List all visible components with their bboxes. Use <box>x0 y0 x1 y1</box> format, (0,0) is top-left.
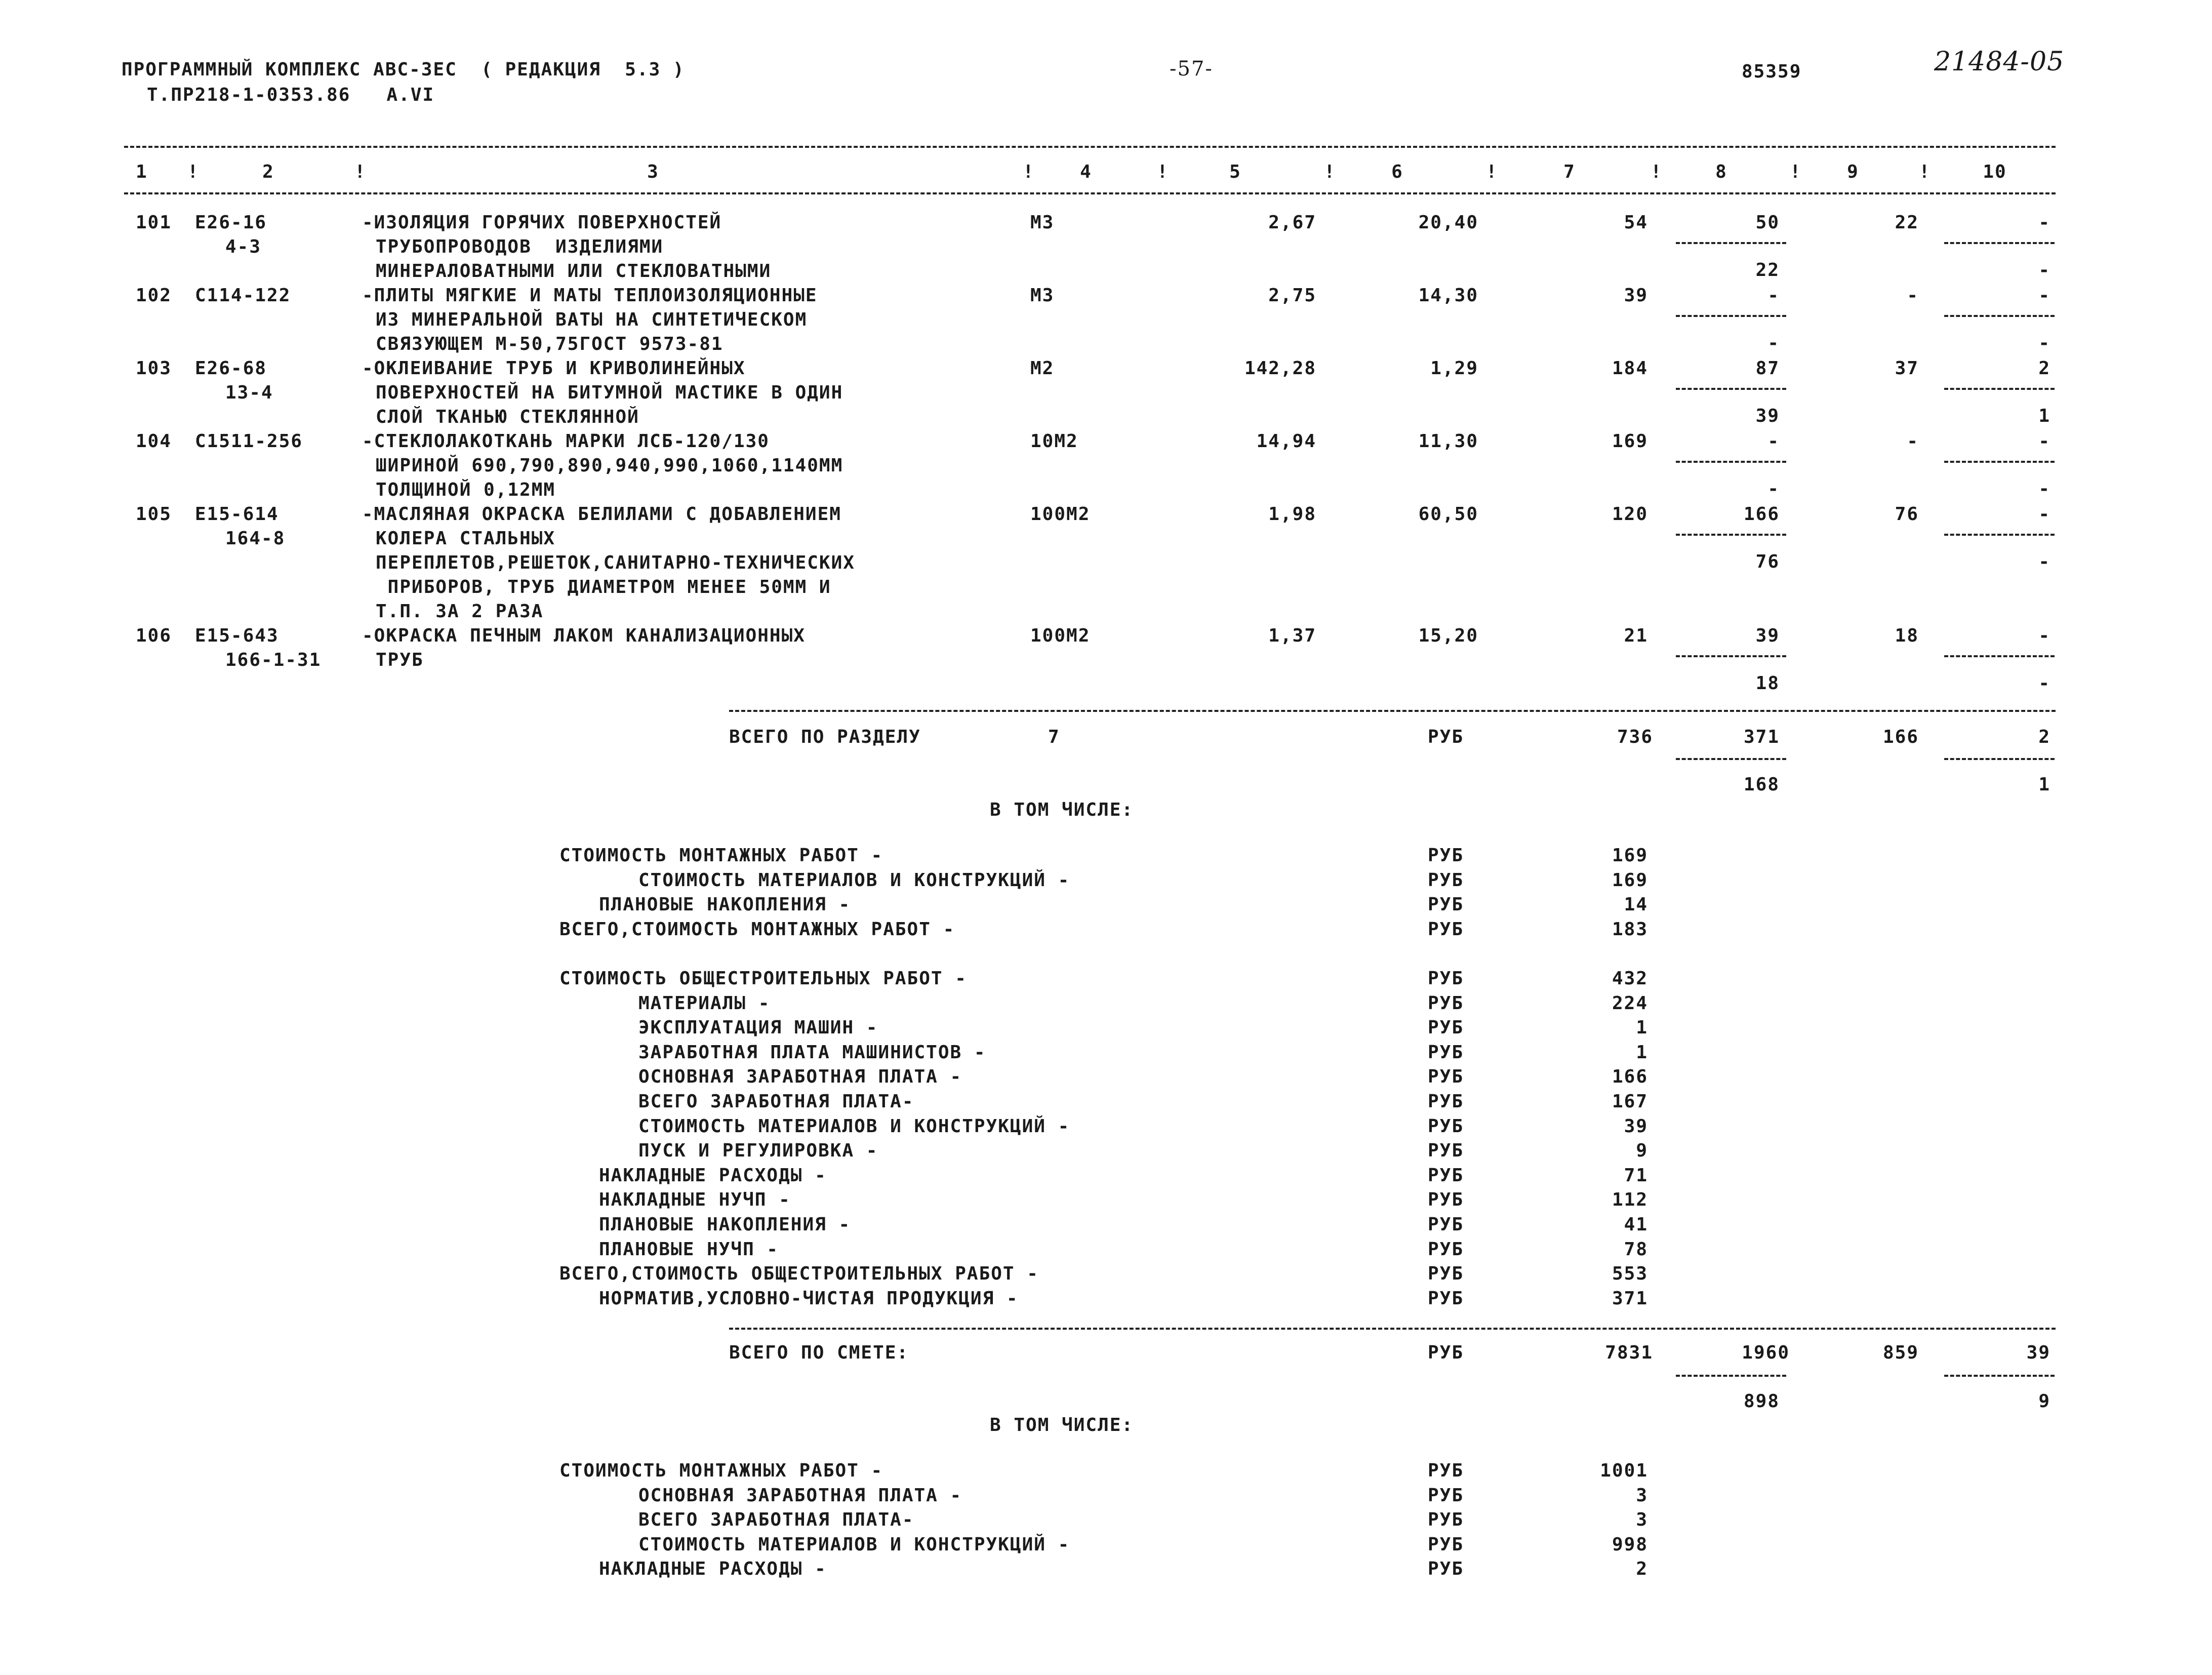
row-col8: 87 <box>1755 358 1780 379</box>
cell-split <box>1676 655 1786 657</box>
row-col9: 18 <box>1895 625 1919 646</box>
row-number: 106 <box>136 625 172 646</box>
cell-split <box>1676 1375 1786 1377</box>
row-col8-sub: - <box>1767 478 1780 499</box>
breakdown-unit: РУБ <box>1428 1115 1464 1137</box>
row-code: Е15-643 <box>195 625 279 646</box>
row-col8: 50 <box>1755 212 1780 233</box>
row-col9: 37 <box>1895 358 1919 379</box>
breakdown-unit: РУБ <box>1428 1263 1464 1285</box>
breakdown-value: 1 <box>1636 1042 1648 1063</box>
breakdown-label: МАТЕРИАЛЫ - <box>638 992 771 1014</box>
row-col8-sub: 22 <box>1755 260 1780 281</box>
column-separator: ! <box>1023 162 1035 182</box>
breakdown-label: ВСЕГО,СТОИМОСТЬ ОБЩЕСТРОИТЕЛЬНЫХ РАБОТ - <box>559 1263 1039 1285</box>
column-separator: ! <box>1919 162 1931 182</box>
row-description: -ОКЛЕИВАНИЕ ТРУБ И КРИВОЛИНЕЙНЫХ <box>362 358 746 379</box>
breakdown-label: ВСЕГО ЗАРАБОТНАЯ ПЛАТА- <box>638 1509 914 1531</box>
breakdown-value: 224 <box>1612 992 1648 1014</box>
breakdown-value: 71 <box>1624 1165 1648 1186</box>
including-heading-2: В ТОМ ЧИСЛЕ: <box>990 1415 1134 1435</box>
breakdown-value: 112 <box>1612 1189 1648 1211</box>
row-unit-price: 1,29 <box>1430 358 1478 379</box>
breakdown-label: ПУСК И РЕГУЛИРОВКА - <box>638 1140 878 1162</box>
row-description: ПЕРЕПЛЕТОВ,РЕШЕТОК,САНИТАРНО-ТЕХНИЧЕСКИХ <box>376 552 855 573</box>
row-quantity: 2,67 <box>1268 212 1316 233</box>
breakdown-unit: РУБ <box>1428 1017 1464 1039</box>
row-unit: М2 <box>1030 358 1055 379</box>
breakdown-unit: РУБ <box>1428 1509 1464 1531</box>
row-unit-price: 11,30 <box>1418 431 1478 452</box>
row-col10: - <box>2038 504 2050 525</box>
section-total-col8-sub: 168 <box>1743 774 1780 795</box>
row-col10: - <box>2038 625 2050 646</box>
row-total: 120 <box>1612 504 1648 525</box>
row-code: Е15-614 <box>195 504 279 525</box>
row-col10-sub: - <box>2038 260 2050 281</box>
breakdown-unit: РУБ <box>1428 1091 1464 1112</box>
row-code: Е26-68 <box>195 358 267 379</box>
row-unit: 10М2 <box>1030 431 1078 452</box>
row-col9: - <box>1907 431 1919 452</box>
cell-split <box>1944 534 2055 536</box>
row-col10: 2 <box>2038 358 2050 379</box>
handwritten-number: 21484-05 <box>1934 47 2065 77</box>
section-number: 7 <box>1048 727 1060 747</box>
row-unit: 100М2 <box>1030 625 1091 646</box>
breakdown-unit: РУБ <box>1428 1534 1464 1555</box>
breakdown-value: 2 <box>1636 1559 1648 1580</box>
cell-split <box>1676 388 1786 390</box>
breakdown-label: СТОИМОСТЬ МАТЕРИАЛОВ И КОНСТРУКЦИЙ - <box>638 1534 1070 1555</box>
row-description: -ОКРАСКА ПЕЧНЫМ ЛАКОМ КАНАЛИЗАЦИОННЫХ <box>362 625 806 646</box>
estimate-total-col10: 39 <box>2026 1342 2050 1363</box>
row-col10-sub: - <box>2038 478 2050 499</box>
estimate-total-col10-sub: 9 <box>2038 1391 2050 1412</box>
breakdown-label: НАКЛАДНЫЕ РАСХОДЫ - <box>599 1165 827 1186</box>
estimate-total-label: ВСЕГО ПО СМЕТЕ: <box>729 1342 909 1363</box>
breakdown-label: СТОИМОСТЬ МАТЕРИАЛОВ И КОНСТРУКЦИЙ - <box>638 1115 1070 1137</box>
estimate-total-col7: 7831 <box>1605 1342 1653 1363</box>
column-separator: ! <box>1790 162 1802 182</box>
project-code: Т.ПР218-1-0353.86 А.VI <box>147 85 435 105</box>
column-number: 3 <box>647 162 659 182</box>
cell-split <box>1676 758 1786 760</box>
breakdown-value: 432 <box>1612 968 1648 989</box>
row-number: 104 <box>136 431 172 452</box>
column-separator: ! <box>1157 162 1169 182</box>
breakdown-label: СТОИМОСТЬ ОБЩЕСТРОИТЕЛЬНЫХ РАБОТ - <box>559 968 967 989</box>
row-description: -ПЛИТЫ МЯГКИЕ И МАТЫ ТЕПЛОИЗОЛЯЦИОННЫЕ <box>362 285 818 306</box>
section-total-col10-sub: 1 <box>2038 774 2050 795</box>
breakdown-unit: РУБ <box>1428 1460 1464 1481</box>
row-description: ТОЛЩИНОЙ 0,12ММ <box>376 480 556 500</box>
estimate-rule <box>729 1328 2056 1330</box>
breakdown-unit: РУБ <box>1428 1189 1464 1211</box>
row-col10: - <box>2038 212 2050 233</box>
row-total: 54 <box>1624 212 1648 233</box>
row-number: 102 <box>136 285 172 306</box>
row-col8: 39 <box>1755 625 1780 646</box>
breakdown-value: 1001 <box>1600 1460 1648 1481</box>
row-number: 103 <box>136 358 172 379</box>
breakdown-value: 169 <box>1612 869 1648 891</box>
row-quantity: 1,98 <box>1268 504 1316 525</box>
row-unit: 100М2 <box>1030 504 1091 525</box>
row-description: ТРУБ <box>376 650 424 670</box>
cell-split <box>1676 242 1786 244</box>
cell-split <box>1944 461 2055 463</box>
row-number: 101 <box>136 212 172 233</box>
estimate-total-col8-sub: 898 <box>1743 1391 1780 1412</box>
breakdown-value: 3 <box>1636 1485 1648 1506</box>
row-col10: - <box>2038 431 2050 452</box>
breakdown-value: 14 <box>1624 894 1648 915</box>
row-description: МИНЕРАЛОВАТНЫМИ ИЛИ СТЕКЛОВАТНЫМИ <box>376 261 772 282</box>
breakdown-unit: РУБ <box>1428 1485 1464 1506</box>
breakdown-label: СТОИМОСТЬ МАТЕРИАЛОВ И КОНСТРУКЦИЙ - <box>638 869 1070 891</box>
page-number: -57- <box>1170 57 1213 81</box>
estimate-total-col8: 1960 <box>1742 1342 1790 1363</box>
breakdown-label: ОСНОВНАЯ ЗАРАБОТНАЯ ПЛАТА - <box>638 1066 962 1088</box>
cell-split <box>1944 242 2055 244</box>
breakdown-value: 78 <box>1624 1239 1648 1260</box>
breakdown-unit: РУБ <box>1428 1214 1464 1235</box>
row-col10-sub: - <box>2038 333 2050 353</box>
breakdown-value: 371 <box>1612 1288 1648 1309</box>
row-description: ПОВЕРХНОСТЕЙ НА БИТУМНОЙ МАСТИКЕ В ОДИН <box>376 382 843 403</box>
column-separator: ! <box>1651 162 1663 182</box>
row-unit-price: 14,30 <box>1418 285 1478 306</box>
row-total: 39 <box>1624 285 1648 306</box>
breakdown-unit: РУБ <box>1428 1140 1464 1162</box>
section-total-col10: 2 <box>2038 727 2050 747</box>
breakdown-unit: РУБ <box>1428 1165 1464 1186</box>
breakdown-value: 553 <box>1612 1263 1648 1285</box>
row-description: -СТЕКЛОЛАКОТКАНЬ МАРКИ ЛСБ-120/130 <box>362 431 770 452</box>
row-col10-sub: - <box>2038 551 2050 572</box>
cell-split <box>1676 461 1786 463</box>
row-col8: - <box>1767 431 1780 452</box>
row-description: СЛОЙ ТКАНЬЮ СТЕКЛЯННОЙ <box>376 407 639 427</box>
row-description: ПРИБОРОВ, ТРУБ ДИАМЕТРОМ МЕНЕЕ 50ММ И <box>376 577 831 597</box>
breakdown-unit: РУБ <box>1428 894 1464 915</box>
column-number: 5 <box>1229 162 1241 182</box>
row-col9: 22 <box>1895 212 1919 233</box>
row-total: 184 <box>1612 358 1648 379</box>
section-total-col7: 736 <box>1617 727 1653 747</box>
estimate-total-col9: 859 <box>1882 1342 1919 1363</box>
row-col9: - <box>1907 285 1919 306</box>
section-total-col8: 371 <box>1743 727 1780 747</box>
breakdown-label: ВСЕГО ЗАРАБОТНАЯ ПЛАТА- <box>638 1091 914 1112</box>
breakdown-label: ОСНОВНАЯ ЗАРАБОТНАЯ ПЛАТА - <box>638 1485 962 1506</box>
row-description: ИЗ МИНЕРАЛЬНОЙ ВАТЫ НА СИНТЕТИЧЕСКОМ <box>376 309 808 330</box>
including-heading: В ТОМ ЧИСЛЕ: <box>990 800 1134 820</box>
row-col8-sub: 18 <box>1755 673 1780 694</box>
row-unit-price: 60,50 <box>1418 504 1478 525</box>
row-unit: М3 <box>1030 212 1055 233</box>
column-separator: ! <box>1486 162 1498 182</box>
breakdown-label: НОРМАТИВ,УСЛОВНО-ЧИСТАЯ ПРОДУКЦИЯ - <box>599 1288 1019 1309</box>
breakdown-unit: РУБ <box>1428 919 1464 940</box>
column-separator: ! <box>354 162 367 182</box>
breakdown-unit: РУБ <box>1428 1559 1464 1580</box>
section-total-label: ВСЕГО ПО РАЗДЕЛУ <box>729 727 921 747</box>
breakdown-label: СТОИМОСТЬ МОНТАЖНЫХ РАБОТ - <box>559 1460 883 1481</box>
row-number: 105 <box>136 504 172 525</box>
section-total-col9: 166 <box>1882 727 1919 747</box>
breakdown-value: 41 <box>1624 1214 1648 1235</box>
breakdown-unit: РУБ <box>1428 845 1464 866</box>
row-code: Е26-16 <box>195 212 267 233</box>
breakdown-unit: РУБ <box>1428 1066 1464 1088</box>
row-description: Т.П. ЗА 2 РАЗА <box>376 601 544 622</box>
row-quantity: 142,28 <box>1244 358 1316 379</box>
breakdown-value: 169 <box>1612 845 1648 866</box>
breakdown-unit: РУБ <box>1428 992 1464 1014</box>
row-col10: - <box>2038 285 2050 306</box>
row-code: 13-4 <box>225 382 273 403</box>
row-quantity: 2,75 <box>1268 285 1316 306</box>
column-number: 7 <box>1563 162 1576 182</box>
row-description: -МАСЛЯНАЯ ОКРАСКА БЕЛИЛАМИ С ДОБАВЛЕНИЕМ <box>362 504 841 525</box>
column-number: 1 <box>136 162 148 182</box>
document-number: 85359 <box>1742 61 1802 82</box>
cell-split <box>1944 315 2055 317</box>
breakdown-label: НАКЛАДНЫЕ НУЧП - <box>599 1189 791 1211</box>
breakdown-value: 3 <box>1636 1509 1648 1531</box>
breakdown-value: 39 <box>1624 1115 1648 1137</box>
row-unit: М3 <box>1030 285 1055 306</box>
column-separator: ! <box>1324 162 1336 182</box>
column-number: 9 <box>1847 162 1859 182</box>
row-col8: - <box>1767 285 1780 306</box>
breakdown-label: ПЛАНОВЫЕ НУЧП - <box>599 1239 779 1260</box>
row-col10-sub: - <box>2038 673 2050 694</box>
section-total-unit: РУБ <box>1428 727 1464 747</box>
row-code: С114-122 <box>195 285 291 306</box>
row-description: ШИРИНОЙ 690,790,890,940,990,1060,1140ММ <box>376 455 843 476</box>
row-col10-sub: 1 <box>2038 406 2050 426</box>
breakdown-unit: РУБ <box>1428 1288 1464 1309</box>
breakdown-unit: РУБ <box>1428 869 1464 891</box>
row-code: 164-8 <box>225 528 286 549</box>
breakdown-value: 998 <box>1612 1534 1648 1555</box>
breakdown-value: 183 <box>1612 919 1648 940</box>
row-code: С1511-256 <box>195 431 303 452</box>
row-quantity: 1,37 <box>1268 625 1316 646</box>
breakdown-unit: РУБ <box>1428 1239 1464 1260</box>
cell-split <box>1944 758 2055 760</box>
row-total: 21 <box>1624 625 1648 646</box>
column-number: 8 <box>1715 162 1727 182</box>
breakdown-value: 167 <box>1612 1091 1648 1112</box>
row-code: 166-1-31 <box>225 650 321 670</box>
breakdown-label: ЗАРАБОТНАЯ ПЛАТА МАШИНИСТОВ - <box>638 1042 986 1063</box>
column-number: 6 <box>1391 162 1403 182</box>
row-unit-price: 15,20 <box>1418 625 1478 646</box>
breakdown-value: 166 <box>1612 1066 1648 1088</box>
column-number: 10 <box>1983 162 2007 182</box>
row-col8-sub: 76 <box>1755 551 1780 572</box>
estimate-total-unit: РУБ <box>1428 1342 1464 1363</box>
cell-split <box>1944 655 2055 657</box>
row-unit-price: 20,40 <box>1418 212 1478 233</box>
header-rule-top <box>124 146 2056 148</box>
breakdown-label: ВСЕГО,СТОИМОСТЬ МОНТАЖНЫХ РАБОТ - <box>559 919 955 940</box>
cell-split <box>1676 534 1786 536</box>
breakdown-label: СТОИМОСТЬ МОНТАЖНЫХ РАБОТ - <box>559 845 883 866</box>
column-number: 2 <box>262 162 274 182</box>
column-separator: ! <box>187 162 199 182</box>
breakdown-label: ЭКСПЛУАТАЦИЯ МАШИН - <box>638 1017 878 1039</box>
breakdown-value: 1 <box>1636 1017 1648 1039</box>
cell-split <box>1676 315 1786 317</box>
row-col8-sub: - <box>1767 333 1780 353</box>
breakdown-label: НАКЛАДНЫЕ РАСХОДЫ - <box>599 1559 827 1580</box>
row-description: ТРУБОПРОВОДОВ ИЗДЕЛИЯМИ <box>376 236 664 257</box>
row-total: 169 <box>1612 431 1648 452</box>
row-description: СВЯЗУЮЩЕМ М-50,75ГОСТ 9573-81 <box>376 334 723 354</box>
row-col8: 166 <box>1743 504 1780 525</box>
column-number: 4 <box>1080 162 1092 182</box>
breakdown-label: ПЛАНОВЫЕ НАКОПЛЕНИЯ - <box>599 894 851 915</box>
row-description: КОЛЕРА СТАЛЬНЫХ <box>376 528 556 549</box>
row-col8-sub: 39 <box>1755 406 1780 426</box>
breakdown-label: ПЛАНОВЫЕ НАКОПЛЕНИЯ - <box>599 1214 851 1235</box>
header-rule-bottom <box>124 192 2056 194</box>
cell-split <box>1944 388 2055 390</box>
breakdown-value: 9 <box>1636 1140 1648 1162</box>
breakdown-unit: РУБ <box>1428 1042 1464 1063</box>
section-rule <box>729 710 2056 712</box>
row-quantity: 14,94 <box>1256 431 1316 452</box>
row-col9: 76 <box>1895 504 1919 525</box>
program-title: ПРОГРАММНЫЙ КОМПЛЕКС АВС-ЗЕС ( РЕДАКЦИЯ 5.3 ) <box>122 59 685 80</box>
row-description: -ИЗОЛЯЦИЯ ГОРЯЧИХ ПОВЕРХНОСТЕЙ <box>362 212 722 233</box>
row-code: 4-3 <box>225 236 262 257</box>
cell-split <box>1944 1375 2055 1377</box>
breakdown-unit: РУБ <box>1428 968 1464 989</box>
